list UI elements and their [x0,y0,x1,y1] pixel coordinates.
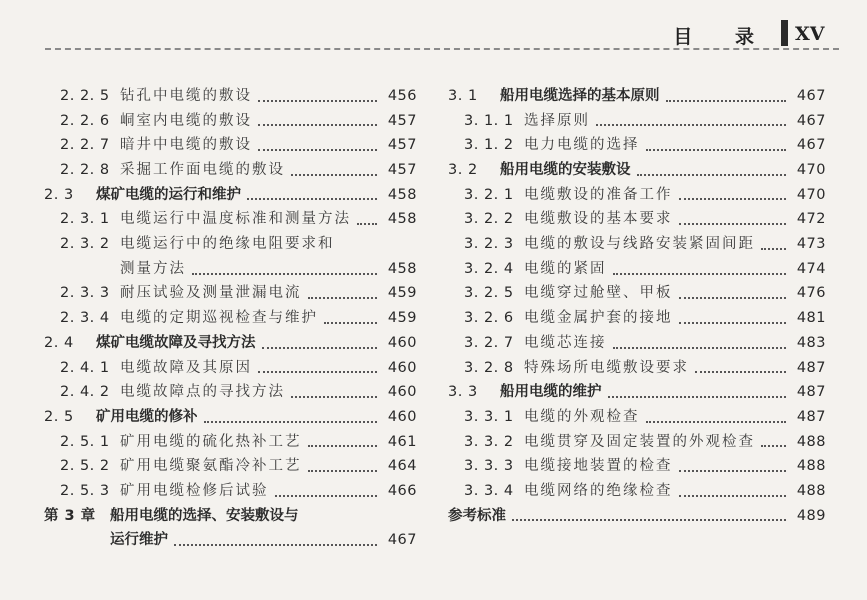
toc-entry [448,183,826,208]
dot-leader [646,149,787,151]
toc-entry-title: 电缆敷设的基本要求 [524,211,673,228]
toc-entry-number: 2. 3. 1 [60,211,110,228]
dot-leader [679,223,787,225]
toc-entry-number: 3. 1. 2 [464,137,514,154]
page-header [0,0,867,50]
toc-entry-number: 3. 3. 3 [464,458,514,475]
toc-entry-page: 488 [796,433,826,450]
dot-leader [258,100,377,102]
toc-entry-page: 460 [387,359,417,376]
dot-leader [308,470,378,472]
toc-entry-number: 2. 5. 3 [60,482,110,499]
toc-entry [44,504,417,529]
toc-entry [44,257,417,282]
dot-leader [646,421,787,423]
toc-entry-page: 487 [796,384,826,401]
toc-entry-number: 2. 2. 5 [60,87,110,104]
toc-entry-title: 选择原则 [524,112,590,129]
toc-entry [448,232,826,257]
toc-left-column [44,84,417,553]
toc-entry-number: 3. 2. 6 [464,310,514,327]
toc-entry-number: 2. 3. 3 [60,285,110,302]
dot-leader [262,347,378,349]
toc-entry-page: 464 [387,458,417,475]
toc-entry-number: 2. 5. 2 [60,458,110,475]
toc-entry-title: 耐压试验及测量泄漏电流 [120,285,302,302]
toc-entry-page: 467 [796,87,826,104]
toc-entry-title: 船用电缆的维护 [500,384,602,401]
header-title: 目 录 [673,26,772,48]
toc-entry-title: 电缆网络的绝缘检查 [524,482,673,499]
toc-entry-number: 2. 3 [44,186,74,203]
dot-leader [291,174,377,176]
toc-entry-page: 467 [796,137,826,154]
toc-entry [44,282,417,307]
toc-entry [448,282,826,307]
toc-entry-page: 472 [796,211,826,228]
toc-entry [44,331,417,356]
toc-entry-title: 矿用电缆检修后试验 [120,482,269,499]
dot-leader [258,371,377,373]
toc-entry [44,528,417,553]
toc-entry-number: 2. 5. 1 [60,433,110,450]
toc-entry-title: 电缆穿过舱壁、甲板 [524,285,673,302]
toc-entry-page: 473 [796,236,826,253]
toc-entry [44,84,417,109]
dot-leader [613,347,787,349]
dot-leader [291,396,377,398]
toc-entry-number: 2. 2. 7 [60,137,110,154]
toc-entry-title: 暗井中电缆的敷设 [120,137,252,154]
toc-entry-page: 457 [387,112,417,129]
toc-entry-number: 3. 2. 2 [464,211,514,228]
header-rule [45,48,839,50]
toc-entry [448,504,826,529]
toc-entry-title: 电力电缆的选择 [524,137,640,154]
toc-entry-page: 458 [387,260,417,277]
toc-entry-number: 3. 1. 1 [464,112,514,129]
toc-entry-page: 474 [796,260,826,277]
dot-leader [679,322,787,324]
toc-entry-page: 459 [387,285,417,302]
dot-leader [192,273,377,275]
dot-leader [247,198,377,200]
toc-entry-page: 487 [796,408,826,425]
toc-entry-page: 457 [387,162,417,179]
toc-entry-number: 3. 3. 2 [464,433,514,450]
toc-entry-number: 2. 4 [44,334,74,351]
toc-entry [44,133,417,158]
dot-leader [761,445,786,447]
toc-entry-page: 483 [796,334,826,351]
toc-entry-number: 第 3 章 [44,507,96,524]
toc-entry [44,380,417,405]
dot-leader [596,124,786,126]
toc-entry-page: 470 [796,186,826,203]
toc-entry-title: 船用电缆的选择、安装敷设与 [110,507,299,524]
toc-entry-title: 峒室内电缆的敷设 [120,112,252,129]
toc-entry-number: 3. 2. 3 [464,236,514,253]
toc-entry-title: 电缆运行中温度标准和测量方法 [120,211,351,228]
toc-entry-number: 3. 2 [448,162,478,179]
toc-entry [44,356,417,381]
toc-entry-title: 运行维护 [110,532,168,549]
dot-leader [308,445,378,447]
toc-entry-page: 476 [796,285,826,302]
dot-leader [357,223,377,225]
toc-entry [448,380,826,405]
toc-entry-number: 2. 4. 1 [60,359,110,376]
toc-entry [44,454,417,479]
toc-entry-page: 489 [796,507,826,524]
toc-entry [448,133,826,158]
toc-entry-title: 矿用电缆的修补 [96,408,198,425]
header-page-numeral: XV [795,23,825,45]
toc-entry-title: 船用电缆的安装敷设 [500,162,631,179]
toc-entry-title: 电缆金属护套的接地 [524,310,673,327]
toc-entry-number: 2. 2. 8 [60,162,110,179]
toc-entry [448,306,826,331]
dot-leader [258,124,377,126]
dot-leader [174,544,377,546]
toc-entry-title: 电缆的敷设与线路安装紧固间距 [524,236,755,253]
toc-entry [448,257,826,282]
toc-entry [448,356,826,381]
toc-entry-title: 测量方法 [120,260,186,277]
dot-leader [308,297,378,299]
toc-entry-title: 电缆故障及其原因 [120,359,252,376]
toc-entry [448,109,826,134]
dot-leader [637,174,787,176]
toc-entry-title: 电缆贯穿及固定装置的外观检查 [524,433,755,450]
toc-entry-page: 467 [387,532,417,549]
header-bar-decoration [781,20,788,46]
toc-entry-number: 3. 3 [448,384,478,401]
toc-entry-title: 特殊场所电缆敷设要求 [524,359,689,376]
toc-entry [448,430,826,455]
toc-entry-title: 电缆芯连接 [524,334,607,351]
toc-entry [448,331,826,356]
toc-entry-title: 煤矿电缆故障及寻找方法 [96,334,256,351]
toc-entry-page: 488 [796,482,826,499]
dot-leader [204,421,378,423]
toc-entry-page: 488 [796,458,826,475]
toc-entry-number: 2. 3. 2 [60,236,110,253]
toc-entry [44,158,417,183]
toc-entry [448,405,826,430]
dot-leader [613,273,787,275]
toc-entry-page: 459 [387,310,417,327]
toc-entry-title: 钻孔中电缆的敷设 [120,87,252,104]
toc-entry-page: 458 [387,211,417,228]
toc-entry-title: 电缆的紧固 [524,260,607,277]
dot-leader [679,297,787,299]
toc-entry-title: 船用电缆选择的基本原则 [500,87,660,104]
dot-leader [666,100,787,102]
toc-entry [44,430,417,455]
toc-entry-page: 456 [387,87,417,104]
toc-entry-number: 3. 2. 4 [464,260,514,277]
dot-leader [512,519,786,521]
toc-entry-number: 2. 5 [44,408,74,425]
toc-entry-title: 电缆敷设的准备工作 [524,186,673,203]
toc-entry-title: 矿用电缆的硫化热补工艺 [120,433,302,450]
toc-entry-page: 457 [387,137,417,154]
toc-entry-number: 3. 3. 1 [464,408,514,425]
toc-entry [448,454,826,479]
toc-entry-number: 3. 2. 8 [464,359,514,376]
toc-entry-page: 461 [387,433,417,450]
toc-entry-title: 电缆的定期巡视检查与维护 [120,310,318,327]
toc-entry-page: 458 [387,186,417,203]
toc-entry [44,306,417,331]
toc-entry-title: 矿用电缆聚氨酯冷补工艺 [120,458,302,475]
toc-entry-page: 467 [796,112,826,129]
toc-entry-page: 460 [387,408,417,425]
toc-entry-number: 3. 3. 4 [464,482,514,499]
dot-leader [679,495,787,497]
dot-leader [679,198,787,200]
toc-entry [44,207,417,232]
dot-leader [695,371,786,373]
toc-entry-number: 2. 4. 2 [60,384,110,401]
toc-entry-title: 采掘工作面电缆的敷设 [120,162,285,179]
toc-entry-number: 3. 2. 5 [464,285,514,302]
toc-entry-number: 3. 2. 7 [464,334,514,351]
toc-entry-page: 481 [796,310,826,327]
toc-entry [44,405,417,430]
dot-leader [761,248,786,250]
dot-leader [258,149,377,151]
toc-entry-title: 参考标准 [448,507,506,524]
toc-entry [44,109,417,134]
dot-leader [608,396,787,398]
toc-entry-title: 电缆故障点的寻找方法 [120,384,285,401]
toc-entry-title: 电缆运行中的绝缘电阻要求和 [120,236,335,253]
toc-entry-number: 3. 1 [448,87,478,104]
dot-leader [324,322,377,324]
toc-entry-title: 电缆接地装置的检查 [524,458,673,475]
toc-entry [448,84,826,109]
toc-entry [448,479,826,504]
toc-entry [44,232,417,257]
toc-entry-page: 460 [387,334,417,351]
toc-entry-number: 3. 2. 1 [464,186,514,203]
toc-entry-page: 487 [796,359,826,376]
dot-leader [275,495,378,497]
toc-right-column [448,84,826,528]
toc-entry-page: 466 [387,482,417,499]
dot-leader [679,470,787,472]
toc-entry [44,183,417,208]
toc-entry [44,479,417,504]
toc-entry-number: 2. 3. 4 [60,310,110,327]
toc-entry-number: 2. 2. 6 [60,112,110,129]
toc-entry-page: 470 [796,162,826,179]
toc-entry-title: 煤矿电缆的运行和维护 [96,186,241,203]
toc-entry [448,207,826,232]
toc-entry-title: 电缆的外观检查 [524,408,640,425]
toc-entry-page: 460 [387,384,417,401]
toc-entry [448,158,826,183]
